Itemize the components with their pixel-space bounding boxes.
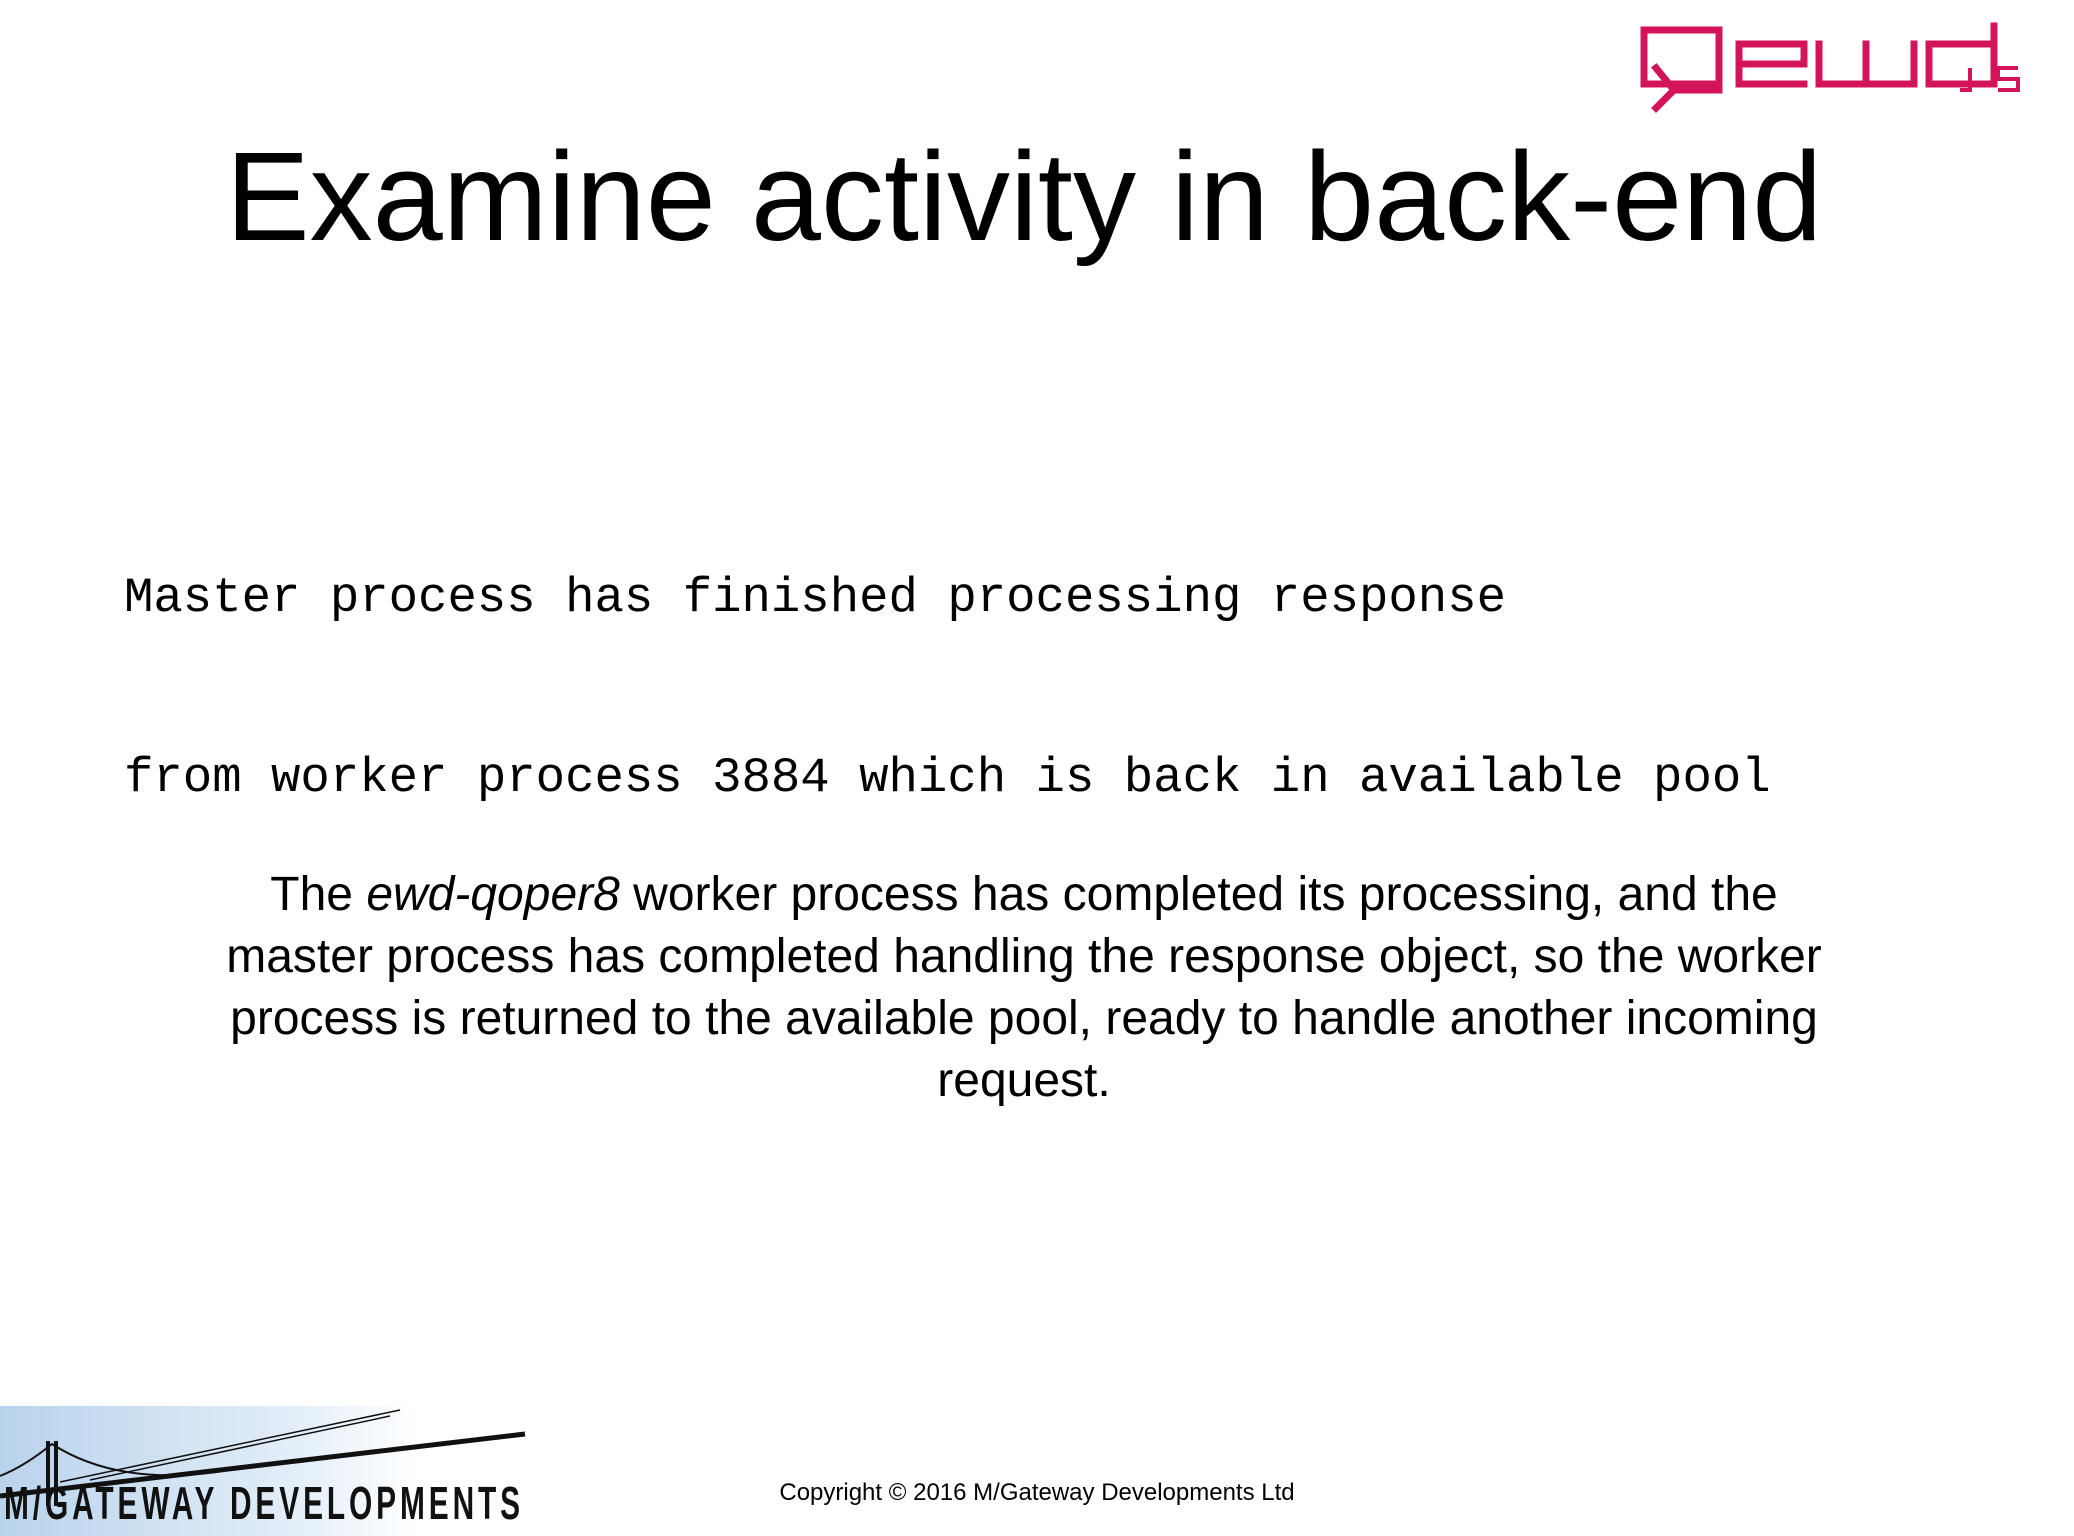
copyright-text: Copyright © 2016 M/Gateway Developments Ltd	[779, 1479, 1295, 1506]
explanation-prefix: The	[270, 868, 367, 921]
explanation-text	[200, 864, 1848, 1112]
ewd-logo	[1634, 22, 2024, 112]
slide-title: Examine activity in back-end	[225, 126, 1823, 267]
mgateway-logo-text: M/GATEWAY DEVELOPMENTS	[4, 1477, 524, 1529]
console-output	[124, 448, 2004, 928]
console-line: Master process has finished processing response	[124, 570, 1507, 626]
mgateway-logo	[0, 1406, 540, 1536]
explanation-emphasis: ewd-qoper8	[366, 868, 620, 921]
console-line: from worker process 3884 which is back in available pool	[124, 750, 1771, 806]
explanation-suffix: worker process has completed its processing, and the master process has completed handling the response object, so the worker process is returned to the available pool, ready to handle another incoming request.	[226, 868, 1822, 1107]
